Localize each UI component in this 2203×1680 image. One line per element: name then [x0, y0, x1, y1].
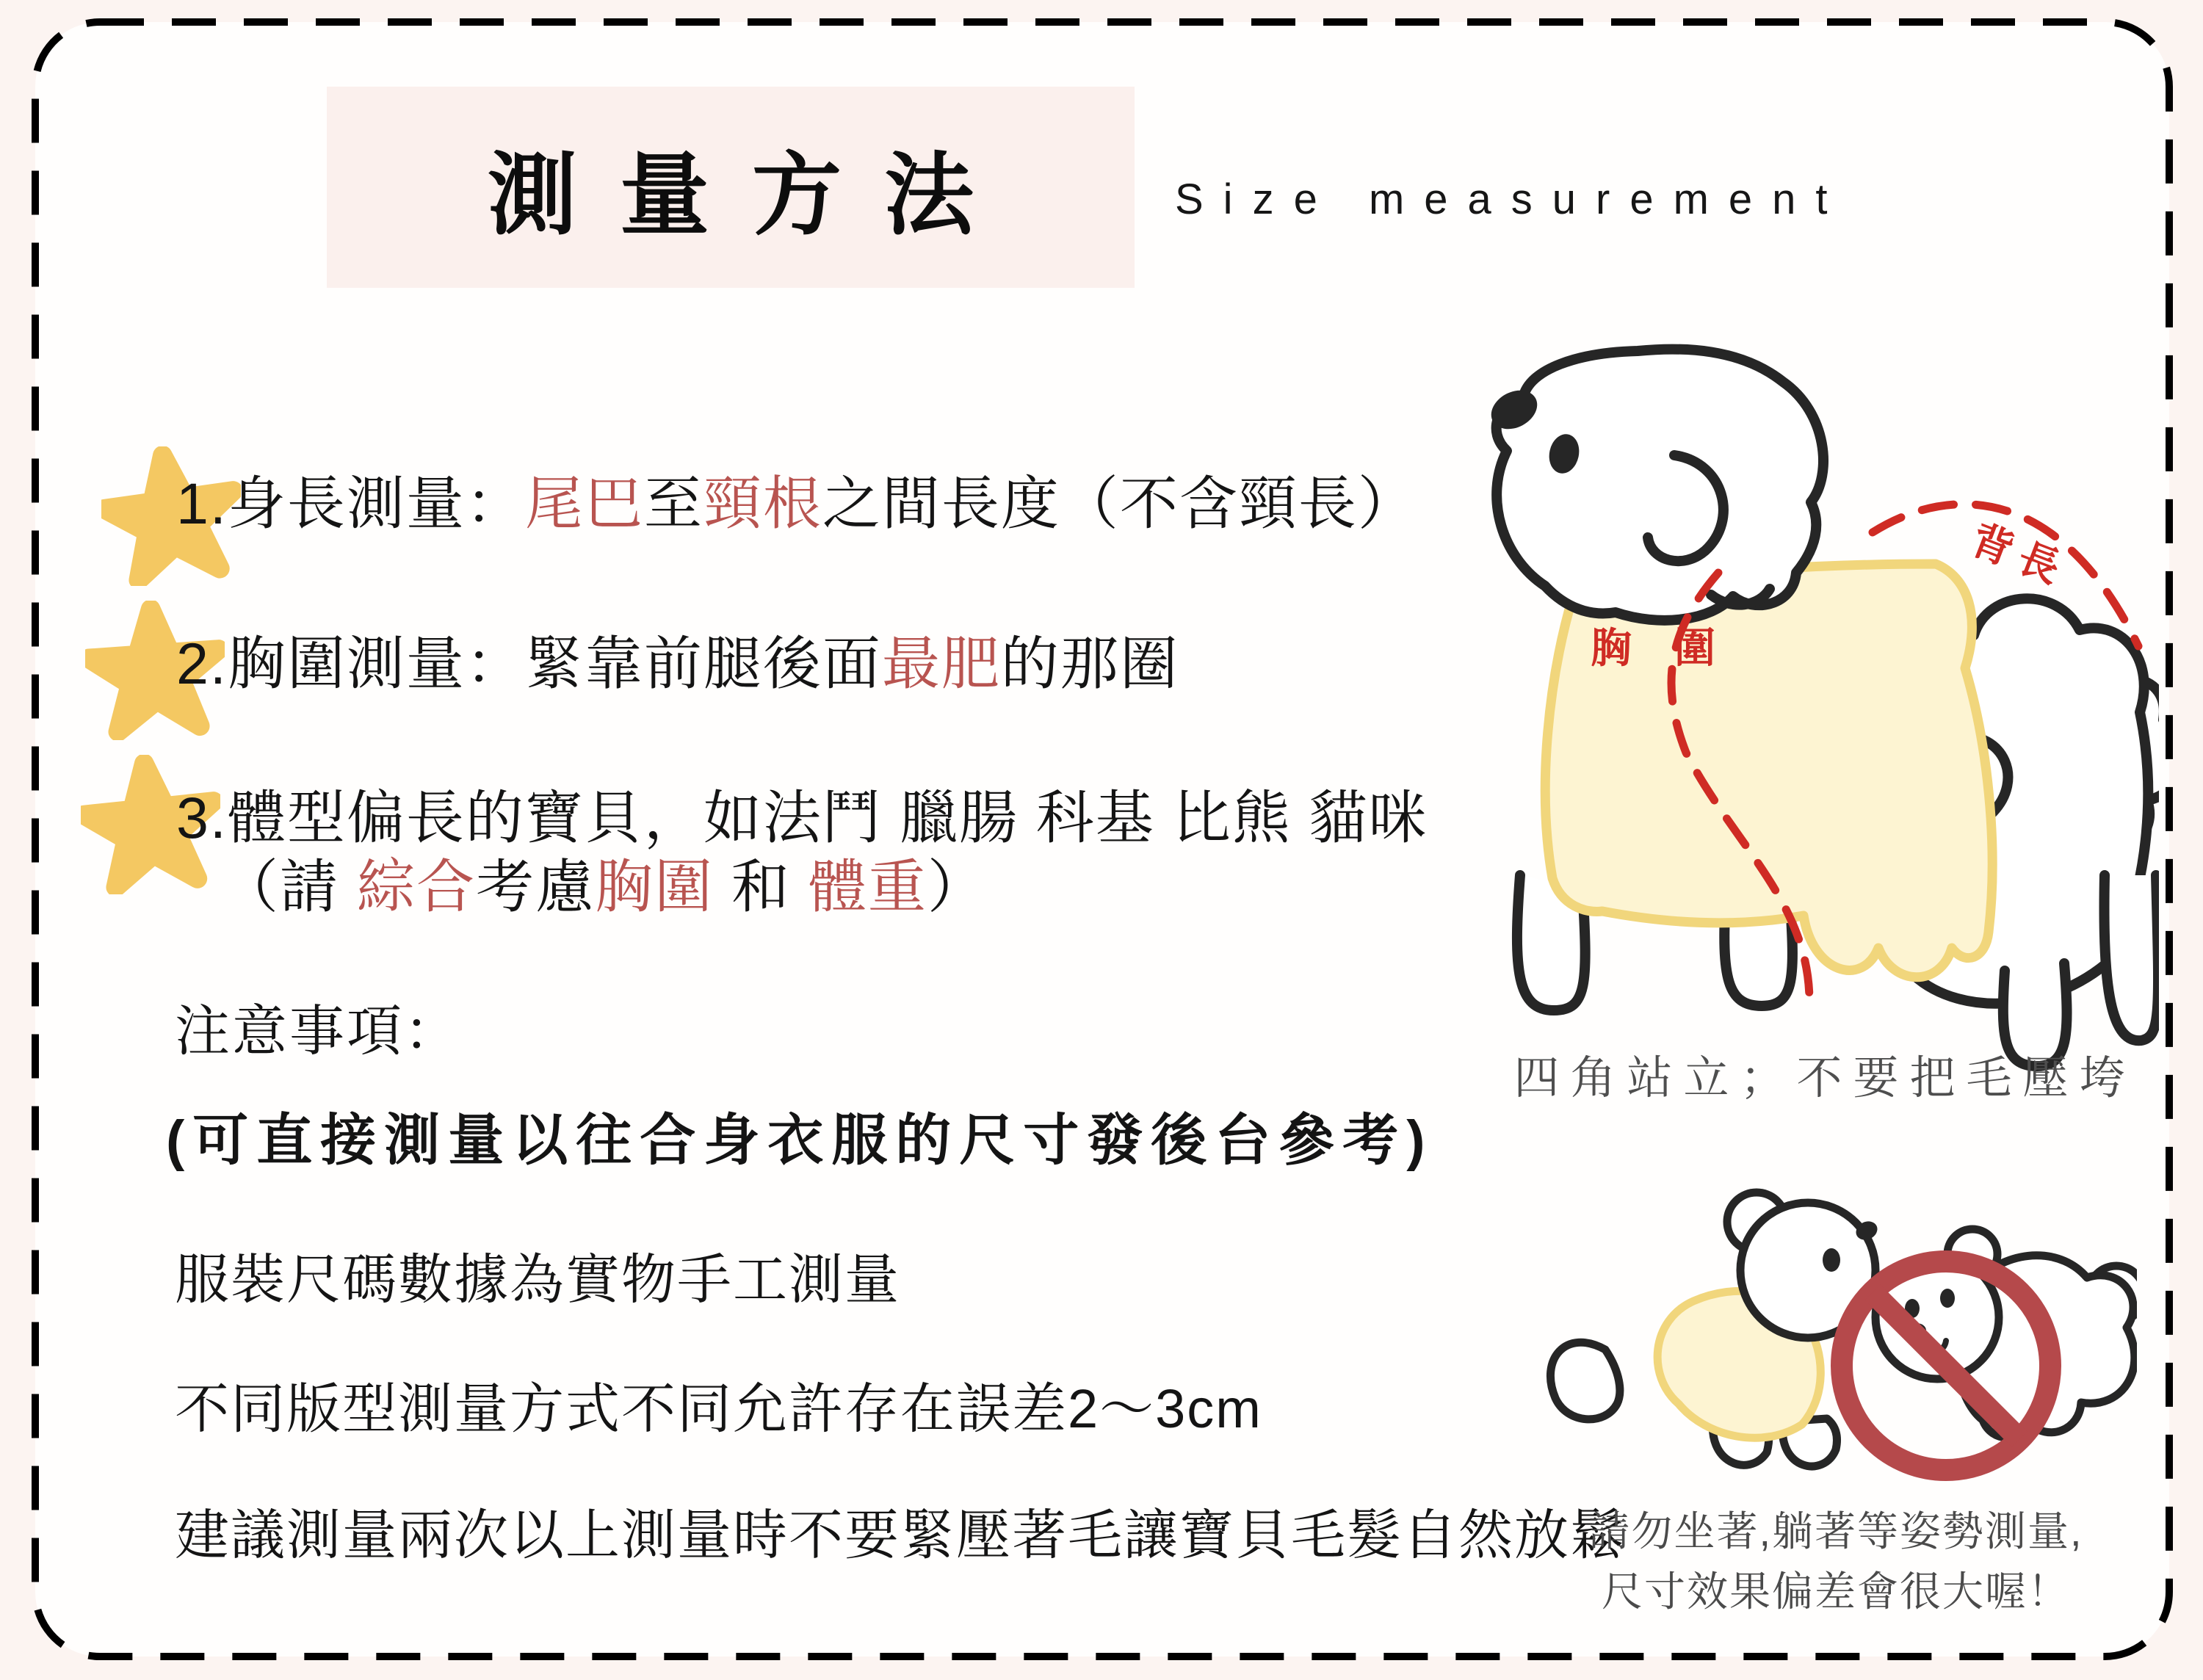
bullet3-highlight-combined: 綜合	[356, 854, 476, 919]
bullet2-text: 2.胸圍測量：緊靠前腿後面	[176, 631, 882, 696]
bullet2-highlight-fattest: 最肥	[881, 631, 1001, 696]
notes-line-3: 建議測量兩次以上測量時不要緊壓著毛讓寶貝毛髮自然放鬆	[175, 1505, 1626, 1565]
measure-instruction-1: 1.身長測量：尾巴至頸根之間長度（不含頸長）	[176, 471, 1417, 536]
measure-instruction-2: 2.胸圍測量：緊靠前腿後面最肥的那圈	[176, 631, 1179, 696]
page-title: 測量方法	[488, 145, 1016, 245]
measure-instruction-3-line2: （請 綜合考慮胸圍 和 體重）	[220, 854, 987, 919]
bullet1-highlight-neck: 頸根	[703, 471, 822, 536]
small-dog-eye	[1823, 1248, 1840, 1272]
dog-hind-leg-2	[2104, 875, 2158, 1040]
dog-head	[1497, 350, 1823, 620]
no-pose-caption-line1: 請勿坐著,躺著等姿勢測量,	[1588, 1508, 2083, 1554]
title-box	[327, 87, 1135, 288]
page-subtitle: Size measurement	[1175, 175, 1848, 223]
bullet3-highlight-weight: 體重	[808, 854, 927, 919]
no-pose-caption-line2: 尺寸效果偏差會很大喔！	[1602, 1568, 2070, 1615]
lying-dog-eye-2	[1940, 1289, 1955, 1308]
bullet1-highlight-tail: 尾巴	[524, 471, 644, 536]
bullet1-text: 1.身長測量：	[176, 471, 525, 536]
big-dog-illustration	[1491, 330, 2159, 1094]
notes-line-2: 不同版型測量方式不同允許存在誤差2～3cm	[175, 1378, 1262, 1439]
standing-caption: 四角站立；不要把毛壓垮	[1513, 1053, 2136, 1104]
notes-heading: 注意事項：	[175, 1000, 462, 1062]
no-pose-illustration	[1535, 1184, 2137, 1492]
back-length-label: 背長	[1964, 515, 2075, 595]
small-dog-tail	[1550, 1342, 1619, 1419]
measure-instruction-3: 3.體型偏長的寶貝，如法鬥 臘腸 科基 比熊 貓咪	[176, 785, 1428, 850]
notes-bold-tip: (可直接測量以往合身衣服的尺寸發後台參考)	[166, 1109, 1433, 1172]
chest-label: 胸圍	[1591, 625, 1758, 671]
notes-line-1: 服裝尺碼數據為實物手工測量	[175, 1249, 900, 1310]
bullet3-highlight-chest: 胸圍	[594, 854, 714, 919]
